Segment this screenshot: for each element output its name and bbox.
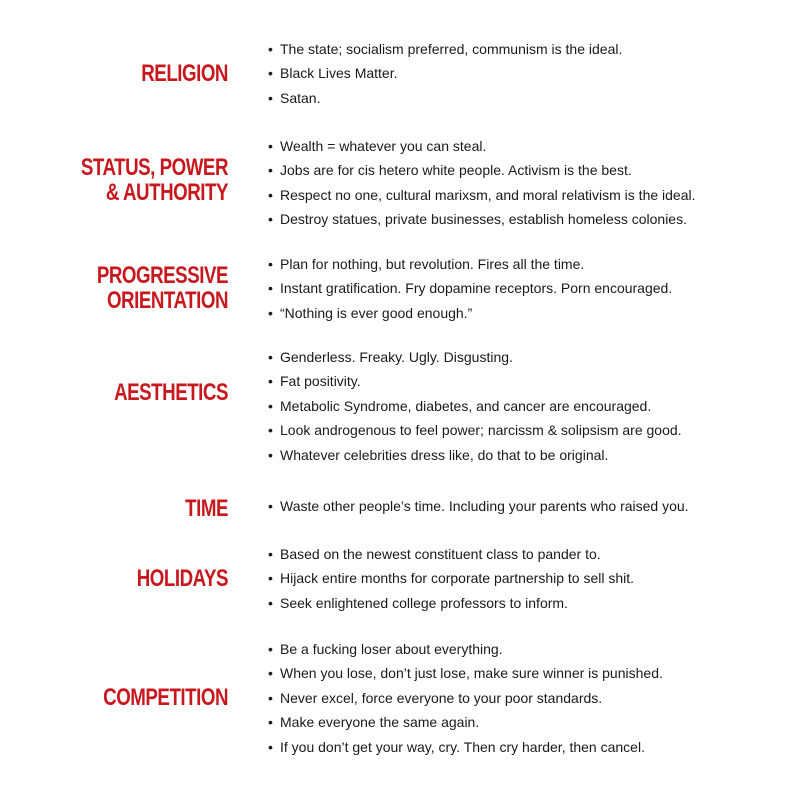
bullet-icon: • bbox=[268, 641, 273, 657]
list-item: • Instant gratification. Fry dopamine receptors. Porn encouraged. bbox=[268, 276, 796, 300]
list-item: • Seek enlightened college professors to inform. bbox=[268, 591, 796, 615]
list-item: • Satan. bbox=[268, 86, 796, 110]
heading-line: STATUS, POWER bbox=[80, 154, 228, 181]
list-item: • Whatever celebrities dress like, do that to be original. bbox=[268, 443, 796, 467]
list-item: • Genderless. Freaky. Ugly. Disgusting. bbox=[268, 345, 796, 369]
bullet-icon: • bbox=[268, 714, 273, 731]
bullet-icon: • bbox=[268, 304, 273, 321]
section-heading bbox=[41, 380, 228, 405]
bullet-icon: • bbox=[268, 397, 273, 414]
heading-line: PROGRESSIVE bbox=[96, 262, 228, 289]
list-item: • Based on the newest constituent class to pander to. bbox=[268, 542, 796, 566]
bullet-icon: • bbox=[268, 665, 273, 682]
list-item: • Look androgenous to feel power; narcissm & solipsism are good. bbox=[268, 418, 796, 442]
bullet-icon: • bbox=[268, 422, 273, 439]
list-item: • Jobs are for cis hetero white people. Activism is the best. bbox=[268, 158, 796, 182]
bullet-list bbox=[268, 37, 796, 110]
bullet-icon: • bbox=[268, 280, 273, 297]
bullet-icon: • bbox=[268, 256, 273, 272]
bullet-icon: • bbox=[268, 186, 273, 203]
bullet-list bbox=[268, 252, 796, 325]
list-item: • Respect no one, cultural marixsm, and moral relativism is the ideal. bbox=[268, 183, 796, 207]
section-heading bbox=[41, 496, 228, 521]
section-heading bbox=[41, 155, 228, 205]
list-item: • “Nothing is ever good enough.” bbox=[268, 301, 796, 325]
section-heading bbox=[41, 566, 228, 591]
bullet-icon: • bbox=[268, 41, 273, 57]
bullet-icon: • bbox=[268, 162, 273, 179]
bullet-icon: • bbox=[268, 546, 273, 562]
heading-line: COMPETITION bbox=[103, 684, 228, 711]
list-item: • Waste other people’s time. Including your parents who raised you. bbox=[268, 494, 796, 518]
bullet-icon: • bbox=[268, 138, 273, 154]
list-item: • Make everyone the same again. bbox=[268, 710, 796, 734]
list-item: • Wealth = whatever you can steal. bbox=[268, 134, 796, 158]
list-item: • Never excel, force everyone to your poor standards. bbox=[268, 686, 796, 710]
bullet-icon: • bbox=[268, 446, 273, 463]
bullet-icon: • bbox=[268, 689, 273, 706]
bullet-list bbox=[268, 542, 796, 615]
bullet-list bbox=[268, 494, 796, 518]
bullet-list bbox=[268, 134, 796, 232]
bullet-icon: • bbox=[268, 738, 273, 755]
list-item: • Be a fucking loser about everything. bbox=[268, 637, 796, 661]
heading-line: RELIGION bbox=[141, 60, 228, 87]
heading-line: TIME bbox=[185, 495, 228, 522]
bullet-icon: • bbox=[268, 349, 273, 365]
bullet-icon: • bbox=[268, 211, 273, 228]
heading-line: & AUTHORITY bbox=[105, 179, 228, 206]
list-item: • Fat positivity. bbox=[268, 369, 796, 393]
bullet-icon: • bbox=[268, 373, 273, 390]
list-item: • The state; socialism preferred, communism is the ideal. bbox=[268, 37, 796, 61]
section-heading bbox=[41, 61, 228, 86]
bullet-icon: • bbox=[268, 65, 273, 82]
bullet-icon: • bbox=[268, 498, 273, 514]
heading-line: AESTHETICS bbox=[114, 379, 228, 406]
list-item: • Plan for nothing, but revolution. Fires all the time. bbox=[268, 252, 796, 276]
heading-line: ORIENTATION bbox=[106, 287, 228, 314]
list-item: • If you don’t get your way, cry. Then cry harder, then cancel. bbox=[268, 735, 796, 759]
list-item: • Hijack entire months for corporate partnership to sell shit. bbox=[268, 566, 796, 590]
bullet-icon: • bbox=[268, 570, 273, 587]
section-heading bbox=[41, 685, 228, 710]
list-item: • Destroy statues, private businesses, establish homeless colonies. bbox=[268, 207, 796, 231]
bullet-icon: • bbox=[268, 89, 273, 106]
bullet-list bbox=[268, 345, 796, 467]
list-item: • When you lose, don’t just lose, make sure winner is punished. bbox=[268, 661, 796, 685]
list-item: • Metabolic Syndrome, diabetes, and cancer are encouraged. bbox=[268, 394, 796, 418]
heading-line: HOLIDAYS bbox=[136, 565, 228, 592]
list-item: • Black Lives Matter. bbox=[268, 61, 796, 85]
bullet-list bbox=[268, 637, 796, 759]
section-heading bbox=[41, 263, 228, 313]
bullet-icon: • bbox=[268, 594, 273, 611]
